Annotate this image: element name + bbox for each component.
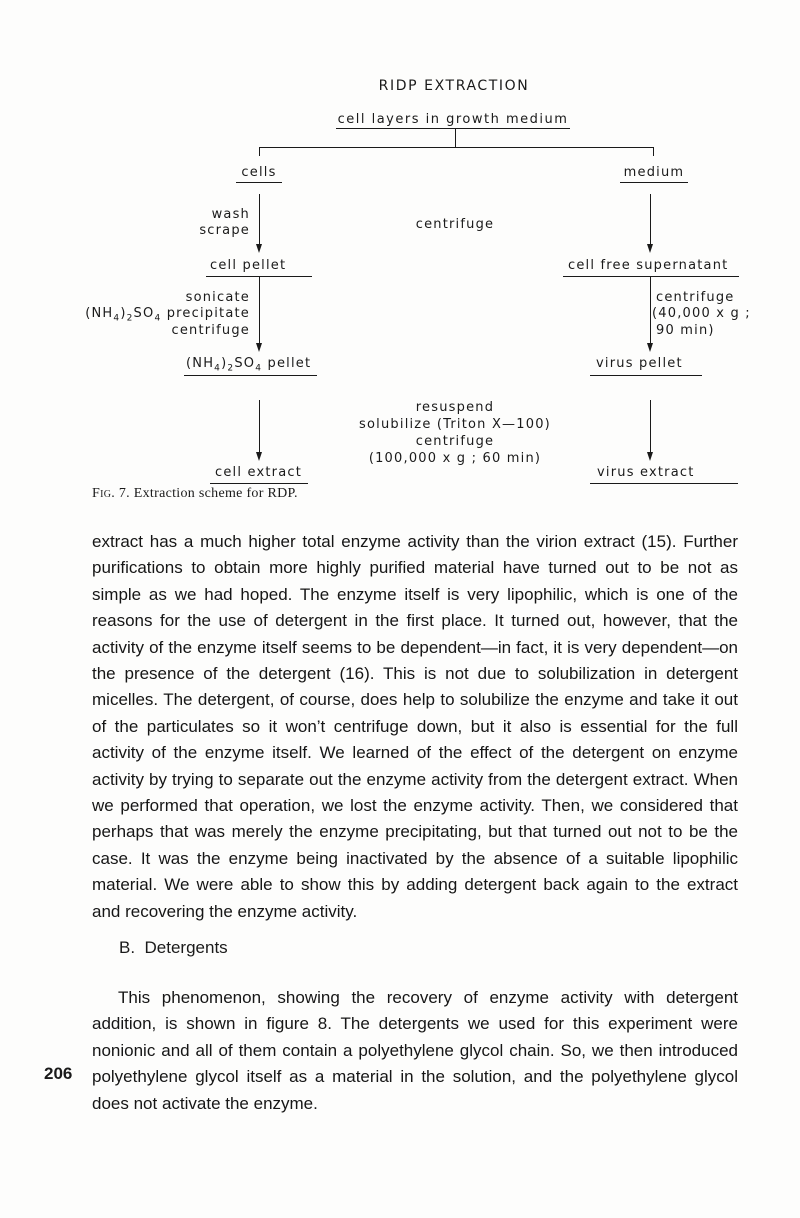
centrifuge-center-label: centrifuge [415,217,495,232]
branch-left-drop [259,147,260,156]
left-arrow-3-shaft [259,400,260,453]
centrifuge-right-label: centrifuge [656,290,735,305]
solubilize-label: solubilize (Triton X—100) [359,417,551,432]
paragraph-continued-text: extract has a much higher total enzyme activity than the virion extract (15). Further purifications to obtain more highly purified material have turned out to be not as simple as we had hoped. The enzyme itself is very lipophilic, which is one of the reasons for the use of detergent in the first place. It turned out, however, that the activity of the enzyme itself seems to be dependent—in fact, it is very dependent—on the presence of the detergent (16). This is not due to solubilization in detergent micelles. The detergent, of course, does help to solubilize the enzyme and take it out of the particulates so it won’t centrifuge down, but it also is essential for the full activity of the enzyme itself. We learned of the effect of the detergent on enzyme activity by trying to separate out the enzyme activity from the detergent extract. When we performed that operation, we lost the enzyme activity. Then, we considered that perhaps that was merely the enzyme precipitating, but that turned out not to be the case. It was the enzyme being inactivated by the absence of a suitable lipophilic material. We were able to show this by adding detergent back again to the extract and recovering the enzyme activity. [92,532,738,921]
ammonium-pellet-node: $(NH_4)_2SO_4$ pellet [186,356,312,374]
left-arrow-2-head [256,343,262,352]
wash-label: wash [211,207,250,222]
figure-caption [92,486,298,502]
section-heading: B. Detergents [119,938,228,957]
cells-header: cells [241,165,277,180]
supernatant-node: cell free supernatant [568,258,729,273]
cells-underline [236,182,282,183]
branch-right-drop [653,147,654,156]
left-arrow-1-shaft [259,194,260,244]
scrape-label: scrape [199,223,250,238]
left-arrow-3-head [256,452,262,461]
right-arrow-3-shaft [650,400,651,453]
resuspend-label: resuspend [415,400,495,415]
medium-header: medium [623,165,685,180]
left-arrow-1-head [256,244,262,253]
diagram-title: RIDP EXTRACTION [378,78,530,94]
cell-pellet-node: cell pellet [210,258,287,273]
precipitate-label: $(NH_4)_2SO_4$ precipitate [85,306,250,324]
virus-extract-node: virus extract [597,465,695,480]
supernatant-underline [563,276,739,277]
speed-right-label: (40,000 x g ; [652,306,751,321]
right-arrow-1-head [647,244,653,253]
virus-pellet-underline [590,375,702,376]
paragraph-detergents-text: This phenomenon, showing the recovery of enzyme activity with detergent addition, is shown in figure 8. The detergents we used for this experiment were nonionic and all of them contain a polyethylene glycol chain. So, we then introduced polyethylene glycol itself as a material in the solution, and the polyethylene glycol does not activate the enzyme. [92,988,738,1113]
cell-extract-node: cell extract [215,465,303,480]
centrifuge-left-label: centrifuge [171,323,250,338]
cell-extract-underline [210,483,308,484]
right-arrow-3-head [647,452,653,461]
paragraph-continued [92,529,738,925]
ammonium-pellet-underline [184,375,317,376]
virus-extract-underline [590,483,738,484]
speed-center-label: (100,000 x g ; 60 min) [368,451,542,466]
root-underline [336,128,570,129]
page-number: 206 [44,1064,73,1083]
medium-underline [620,182,688,183]
root-stem [455,128,456,147]
figure-caption-text: Extraction scheme for RDP. [133,486,298,501]
left-arrow-2-shaft [259,276,260,344]
figure-label: Fig. 7. [92,486,130,501]
right-arrow-2-head [647,343,653,352]
time-right-label: 90 min) [656,323,715,338]
right-arrow-2-shaft [650,276,651,344]
root-node: cell layers in growth medium [337,112,569,127]
sonicate-label: sonicate [185,290,250,305]
virus-pellet-node: virus pellet [596,356,683,371]
paragraph-detergents [92,985,738,1117]
centrifuge-center-label-2: centrifuge [415,434,495,449]
right-arrow-1-shaft [650,194,651,244]
branch-bar [259,147,654,148]
